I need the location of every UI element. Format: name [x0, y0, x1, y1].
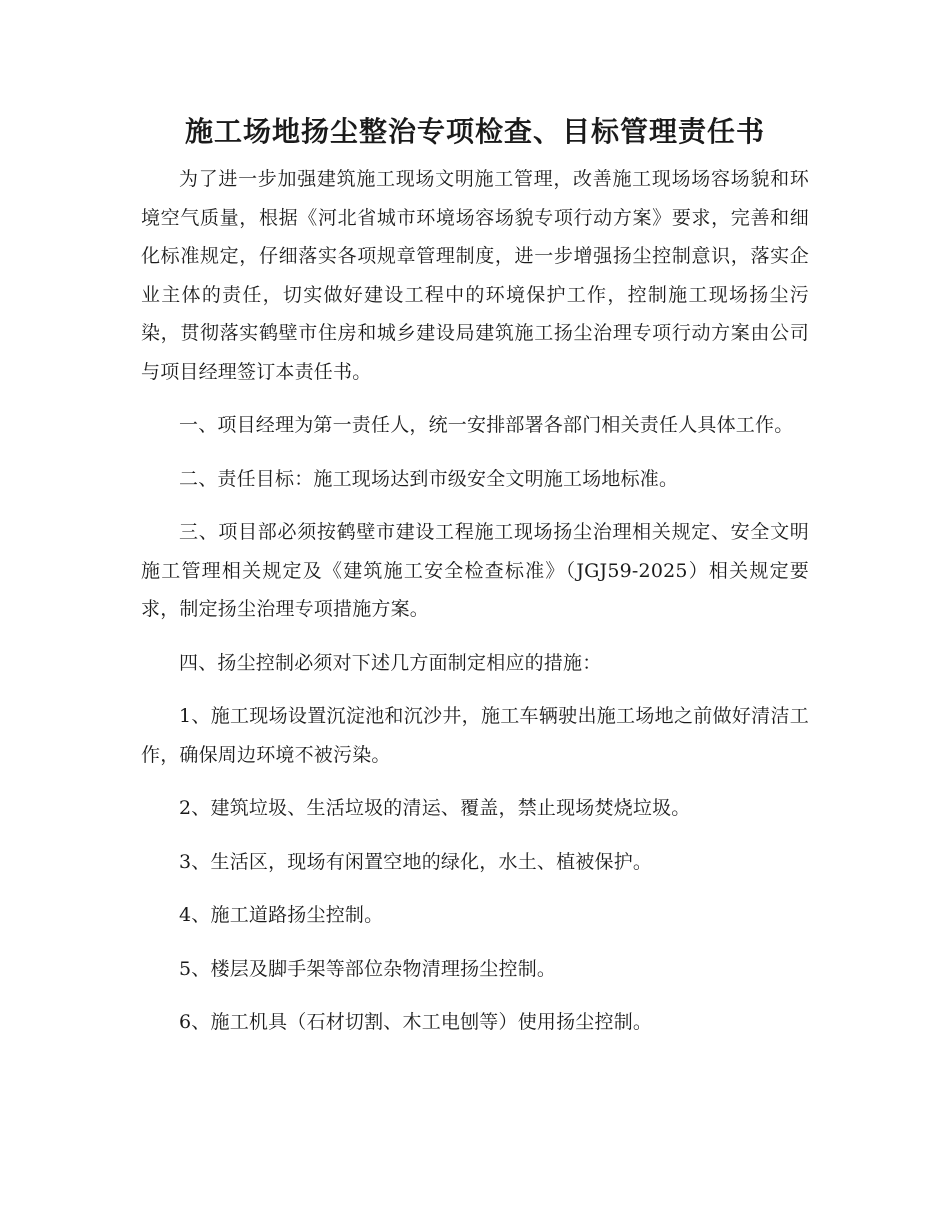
measure-item-1: 1、施工现场设置沉淀池和沉沙井，施工车辆驶出施工场地之前做好清洁工作，确保周边环境不被污染。	[141, 705, 809, 766]
document-title: 施工场地扬尘整治专项检查、目标管理责任书	[184, 115, 765, 148]
measure-item-2: 2、建筑垃圾、生活垃圾的清运、覆盖，禁止现场焚烧垃圾。	[179, 797, 691, 819]
measure-item-5: 5、楼层及脚手架等部位杂物清理扬尘控制。	[179, 957, 557, 980]
paragraph-item-1: 一、项目经理为第一责任人，统一安排部署各部门相关责任人具体工作。	[179, 414, 794, 436]
document-body	[141, 160, 809, 1042]
paragraph-item-2: 二、责任目标：施工现场达到市级安全文明施工场地标准。	[179, 467, 679, 490]
measure-item-6: 6、施工机具（石材切割、木工电刨等）使用扬尘控制。	[179, 1011, 653, 1033]
paragraph-intro: 为了进一步加强建筑施工现场文明施工管理，改善施工现场场容场貌和环境空气质量，根据《河北省城市环境场容场貌专项行动方案》要求，完善和细化标准规定，仔细落实各项规章管理制度，进一步增强扬尘控制意识，落实企业主体的责任，切实做好建设工程中的环境保护工作，控制施工现场扬尘污染，贯彻落实鹤壁市住房和城乡建设局建筑施工扬尘治理专项行动方案由公司与项目经理签订本责任书。	[141, 168, 809, 383]
measure-item-4: 4、施工道路扬尘控制。	[179, 904, 384, 926]
paragraph-item-3: 三、项目部必须按鹤壁市建设工程施工现场扬尘治理相关规定、安全文明施工管理相关规定及《建筑施工安全检查标准》（JGJ59-2025）相关规定要求，制定扬尘治理专项措施方案。	[141, 521, 809, 620]
measure-item-3: 3、生活区，现场有闲置空地的绿化，水土、植被保护。	[179, 850, 653, 873]
paragraph-item-4: 四、扬尘控制必须对下述几方面制定相应的措施：	[179, 651, 602, 674]
